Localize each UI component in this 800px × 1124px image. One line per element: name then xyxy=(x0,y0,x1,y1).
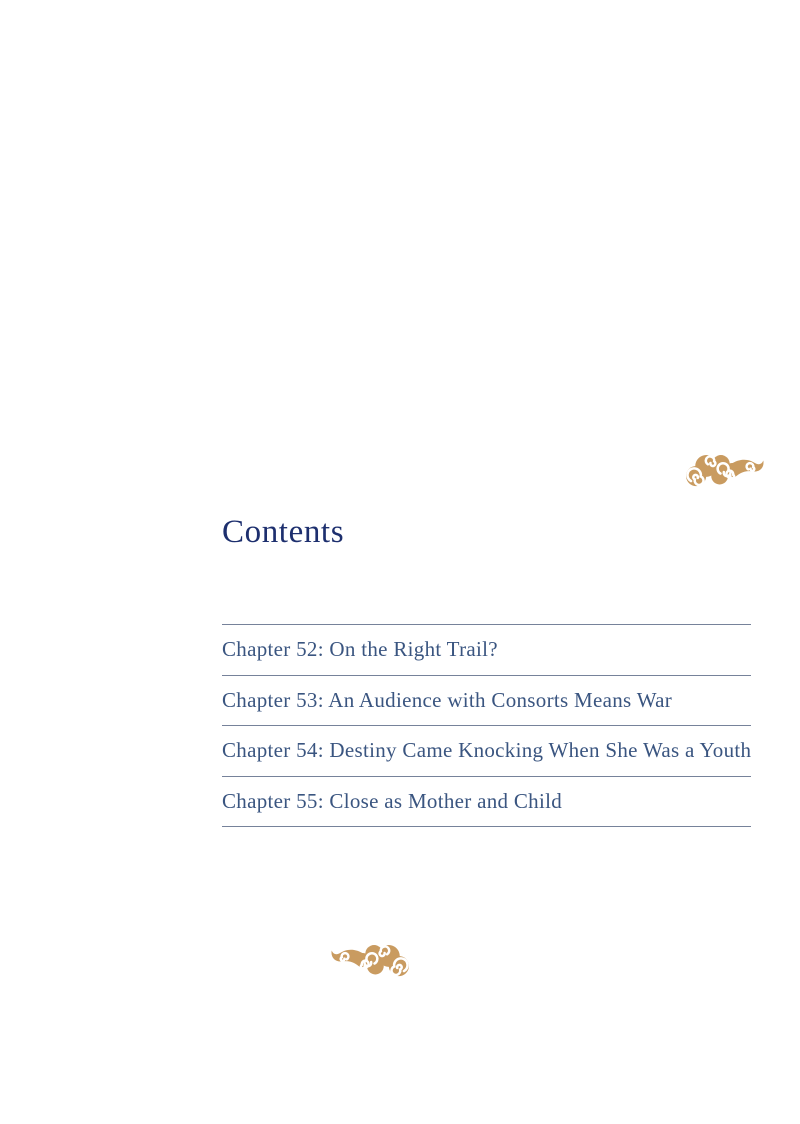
toc-entry-chapter-54[interactable] xyxy=(222,725,751,776)
toc-entry-label: Chapter 54: Destiny Came Knocking When She Was a Youth xyxy=(222,738,752,763)
toc-entry-label: Chapter 53: An Audience with Consorts Means War xyxy=(222,687,673,712)
cloud-ornament-icon xyxy=(330,939,414,983)
toc-entry-label: Chapter 55: Close as Mother and Child xyxy=(222,788,563,813)
page-title: Contents xyxy=(222,514,345,550)
toc-entry-label: Chapter 52: On the Right Trail? xyxy=(222,637,498,662)
toc-entry-chapter-55[interactable] xyxy=(222,776,751,827)
table-of-contents xyxy=(222,624,751,827)
toc-entry-chapter-52[interactable] xyxy=(222,624,751,675)
cloud-ornament-icon xyxy=(681,450,765,492)
toc-entry-chapter-53[interactable] xyxy=(222,675,751,726)
